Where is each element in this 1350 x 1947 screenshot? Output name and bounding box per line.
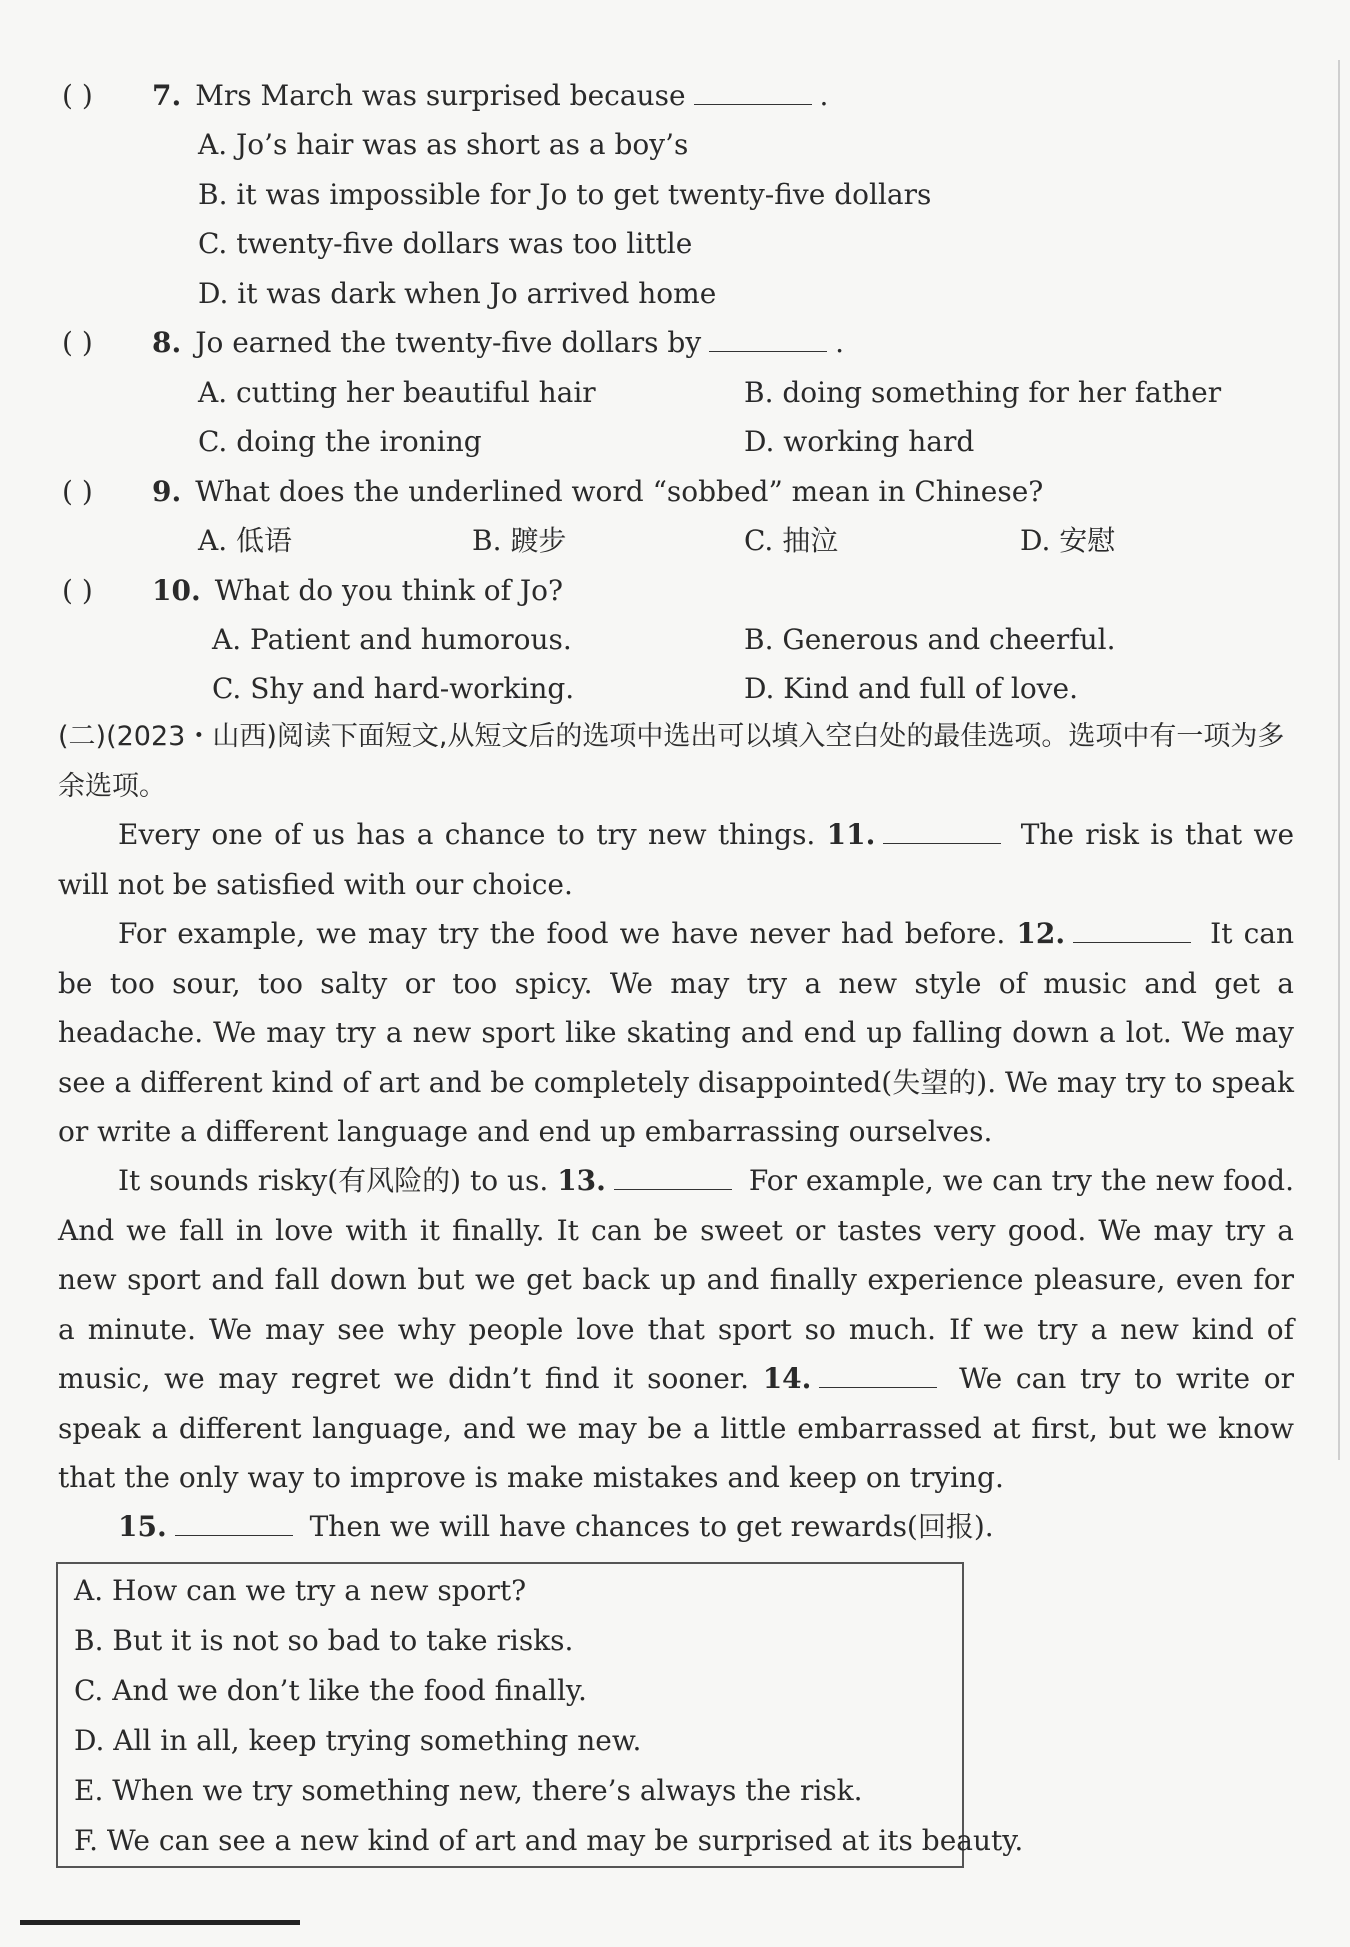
blank-number: 11. (826, 818, 876, 851)
answer-blank (819, 1361, 937, 1388)
blank-number: 14. (762, 1362, 812, 1395)
option: B. 踱步 (472, 524, 567, 557)
choice-item: A. How can we try a new sport? (74, 1574, 527, 1607)
question-number: 8. (152, 326, 182, 359)
choice-item: E. When we try something new, there’s always the risk. (74, 1774, 863, 1807)
blank-number: 15. (118, 1510, 167, 1543)
choice-item: C. And we don’t like the food finally. (74, 1674, 587, 1707)
option: A. cutting her beautiful hair (198, 376, 596, 409)
blank-number: 12. (1016, 917, 1066, 950)
passage-paragraph-1: Every one of us has a chance to try new things. 11. The risk is that we will not be satisfied with our choice. (58, 818, 1295, 901)
option: A. 低语 (198, 524, 293, 557)
option: D. it was dark when Jo arrived home (198, 277, 717, 310)
option: C. Shy and hard-working. (212, 672, 575, 705)
question-text: What does the underlined word “sobbed” mean in Chinese? (195, 475, 1044, 508)
choice-item: B. But it is not so bad to take risks. (74, 1624, 574, 1657)
question-9 (62, 472, 1043, 512)
question-8: ( ) 8. Jo earned the twenty-five dollars by . (62, 323, 844, 363)
question-number: 7. (152, 79, 182, 112)
option: D. working hard (744, 425, 975, 458)
question-10 (62, 571, 563, 611)
answer-blank (1073, 916, 1191, 943)
passage-paragraph-2: For example, we may try the food we have never had before. 12. It can be too sour, too salty or too spicy. We may try a new style of music and get a headache. We may try a new sport like skating and end up falling down a lot. We may see a different kind of art and be completely disappointed(失望的). We may try to speak or write a different language and end up embarrassing ourselves. (58, 917, 1294, 1148)
question-7: ( ) 7. Mrs March was surprised because . (62, 76, 828, 116)
option: A. Jo’s hair was as short as a boy’s (198, 128, 689, 161)
section-heading: (二)(2023・山西)阅读下面短文,从短文后的选项中选出可以填入空白处的最佳选项。选项中有一项为多余选项。 (58, 721, 1285, 802)
passage-paragraph-3: It sounds risky(有风险的) to us. 13. For example, we can try the new food. And we fall in love with it finally. It can be sweet or tastes very good. We may try a new sport and fall down but we get back up and finally experience pleasure, even for a minute. We may see why people love that sport so much. If we try a new kind of music, we may regret we didn’t find it sooner. 14. We can try to write or speak a different language, and we may be a little embarrassed at first, but we know that the only way to improve is make mistakes and keep on trying. (58, 1164, 1295, 1494)
answer-paren: ( ) (62, 326, 93, 359)
option: D. Kind and full of love. (744, 672, 1078, 705)
option: C. twenty-five dollars was too little (198, 227, 693, 260)
question-text: Mrs March was surprised because (195, 79, 686, 112)
page-edge (1338, 60, 1340, 1460)
answer-blank (694, 78, 812, 105)
answer-blank (709, 325, 827, 352)
option: B. it was impossible for Jo to get twenty-five dollars (198, 178, 932, 211)
answer-blank (883, 817, 1001, 844)
question-number: 10. (152, 574, 201, 607)
option: C. doing the ironing (198, 425, 482, 458)
passage-paragraph-4: 15. Then we will have chances to get rewards(回报). (118, 1510, 994, 1543)
answer-blank (175, 1509, 293, 1536)
option: C. 抽泣 (744, 524, 839, 557)
question-text: Jo earned the twenty-five dollars by (195, 326, 702, 359)
choice-item: D. All in all, keep trying something new. (74, 1724, 642, 1757)
footer-rule (20, 1920, 300, 1925)
option: D. 安慰 (1020, 524, 1116, 557)
blank-number: 13. (557, 1164, 606, 1197)
choice-item: F. We can see a new kind of art and may be surprised at its beauty. (74, 1824, 1024, 1857)
answer-paren: ( ) (62, 79, 93, 112)
question-text: What do you think of Jo? (214, 574, 564, 607)
answer-blank (614, 1163, 732, 1190)
option: B. doing something for her father (744, 376, 1222, 409)
option: B. Generous and cheerful. (744, 623, 1116, 656)
answer-paren: ( ) (62, 475, 93, 508)
choices-box (56, 1562, 1024, 1868)
question-number: 9. (152, 475, 182, 508)
option: A. Patient and humorous. (212, 623, 572, 656)
answer-paren: ( ) (62, 574, 93, 607)
